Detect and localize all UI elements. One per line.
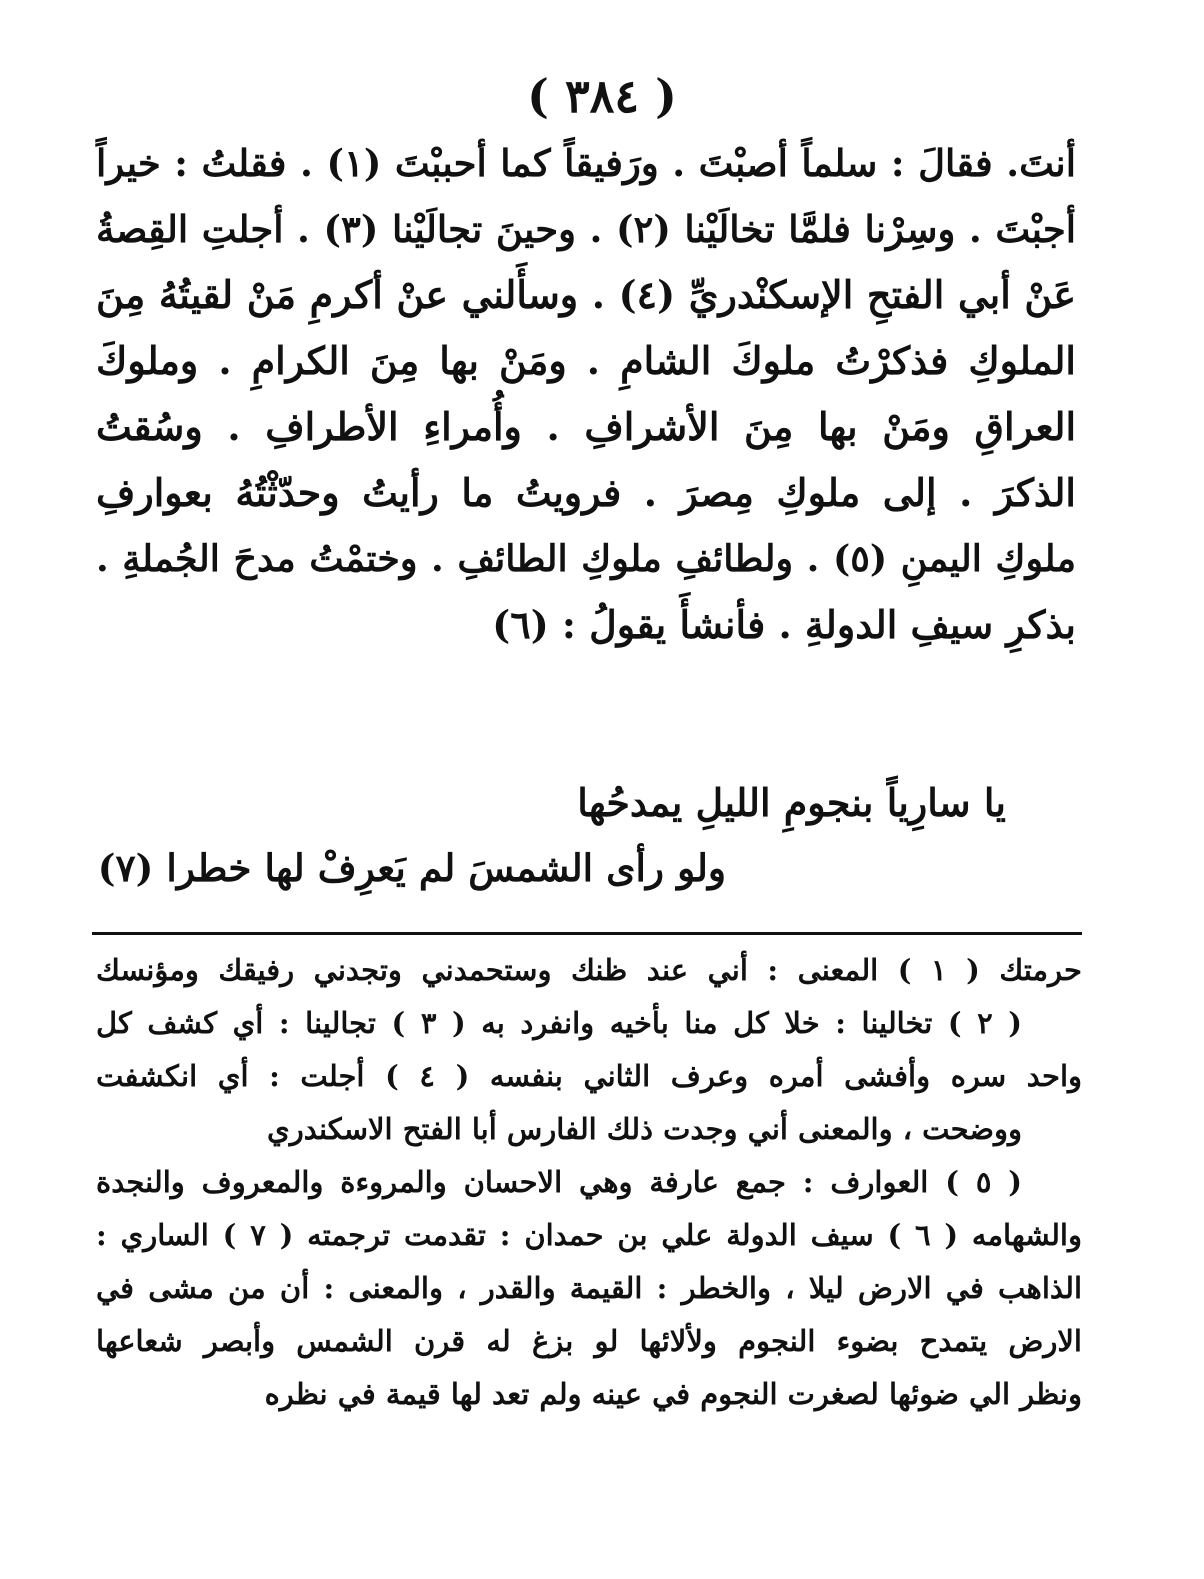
page-number: ( ٣٨٤ ) (527, 69, 677, 123)
footnote-line: ( ٢ ) تخالينا : خلا كل منا بأخيه وانفرد به ( ٣ ) تجالينا : أي كشف كل (96, 1006, 1022, 1040)
footnote-line: ووضحت ، والمعنى أني وجدت ذلك الفارس أبا الفتح الاسكندري (267, 1112, 1022, 1146)
footnote-line: والشهامه ( ٦ ) سيف الدولة علي بن حمدان : تقدمت ترجمته ( ٧ ) الساري : (96, 1218, 1082, 1252)
text-line: الملوكِ فذكرْتُ ملوكَ الشامِ . ومَنْ بها مِنَ الكرامِ . وملوكَ (96, 338, 1076, 383)
text-line: العراقِ ومَنْ بها مِنَ الأشرافِ . وأُمراءِ الأطرافِ . وسُقتُ (96, 404, 1076, 449)
footnote-line: ونظر الي ضوئها لصغرت النجوم في عينه ولم تعد لها قيمة في نظره (264, 1377, 1082, 1411)
footnote-line: ( ٥ ) العوارف : جمع عارفة وهي الاحسان والمروءة والمعروف والنجدة (96, 1165, 1022, 1199)
footnote-line: حرمتك ( ١ ) المعنى : أني عند ظنك وستحمدني وتجدني رفيقك ومؤنسك (96, 953, 1082, 987)
text-line: أجبْتَ . وسِرْنا فلمَّا تخالَيْنا (٢) . وحينَ تجالَيْنا (٣) . أجلتِ القِصةُ (96, 207, 1076, 251)
text-line: عَنْ أبي الفتحِ الإسكنْدريِّ (٤) . وسأَلني عنْ أكرمِ مَنْ لقيتُهُ مِنَ (96, 272, 1076, 317)
verse-line-1: يا سارِياً بنجومِ الليلِ يمدحُها (577, 780, 1006, 825)
text-line: أنتَ. فقالَ : سلماً أصبْتَ . ورَفيقاً كما أحببْتَ (١) . فقلتُ : خيراً (96, 141, 1077, 185)
footnote-line: واحد سره وأفشى أمره وعرف الثاني بنفسه ( ٤ ) أجلت : أي انكشفت (96, 1059, 1082, 1093)
footnotes (96, 944, 1082, 1421)
footnote-divider (92, 932, 1082, 935)
verse-line-2: ولو رأى الشمسَ لم يَعرِفْ لها خطرا (٧) (97, 846, 726, 890)
footnote-line: الذاهب في الارض ليلا ، والخطر : القيمة والقدر ، والمعنى : أن من مشى في (96, 1271, 1082, 1305)
text-line: ملوكِ اليمنِ (٥) . ولطائفِ ملوكِ الطائفِ . وختمْتُ مدحَ الجُملةِ . (96, 537, 1076, 580)
text-line: الذكرَ . إلى ملوكِ مِصرَ . فرويتُ ما رأيتُ وحدّثْتُهُ بعوارفِ (96, 470, 1076, 515)
footnote-line: الارض يتمدح بضوء النجوم ولألائها لو بزغ له قرن الشمس وأبصر شعاعها (96, 1324, 1082, 1358)
text-line: بذكرِ سيفِ الدولةِ . فأنشأَ يقولُ : (٦) (492, 602, 1076, 647)
main-text (96, 130, 1076, 658)
